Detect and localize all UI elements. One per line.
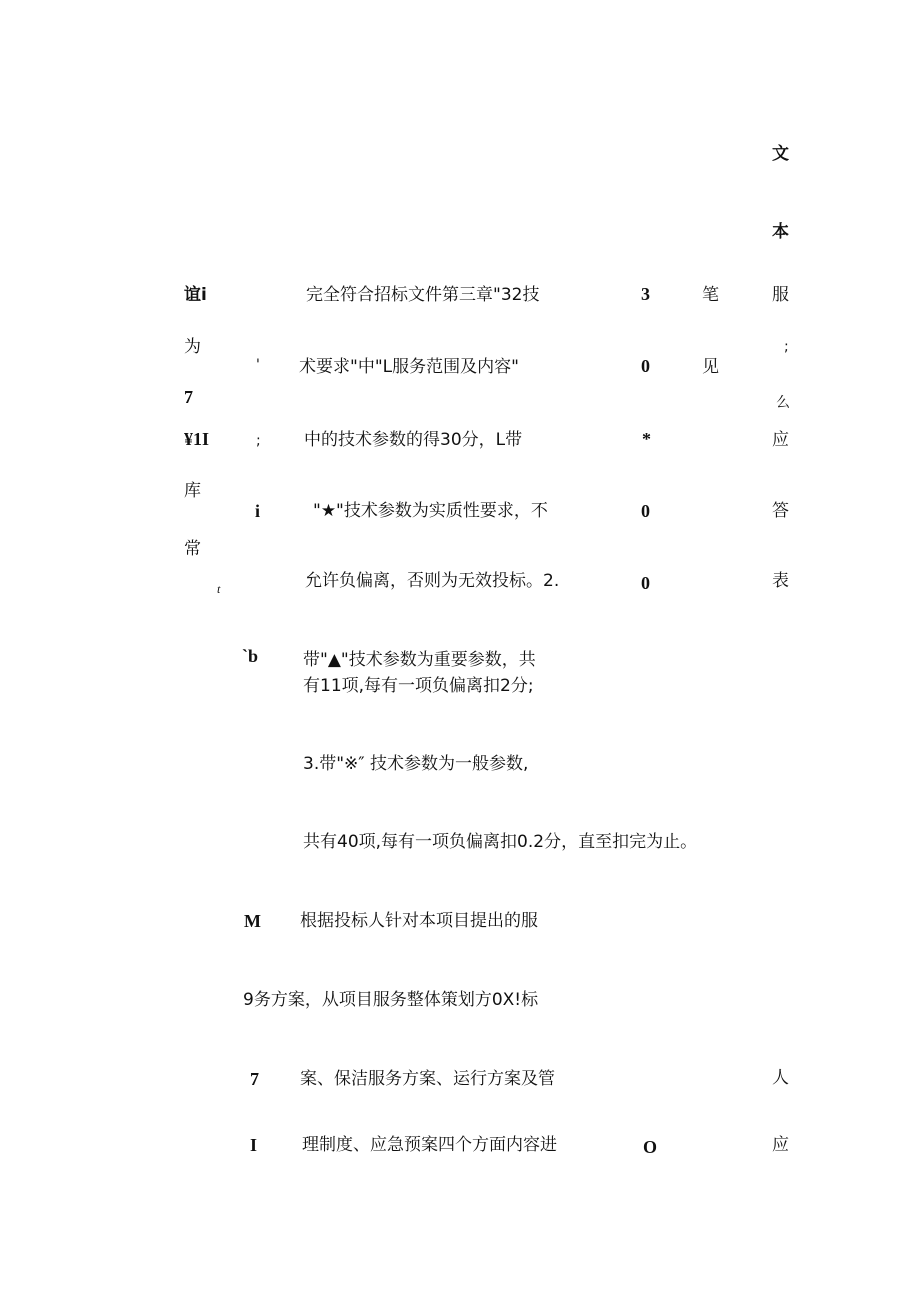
body-line-11: 9务方案，从项目服务整体策划方0X!标	[243, 990, 539, 1010]
marker-apostrophe: '	[256, 357, 260, 373]
marker-b: ˋb	[242, 646, 259, 666]
body-line-12: 案、保洁服务方案、运行方案及管	[300, 1069, 555, 1089]
left-col-yi-i: 谊i	[184, 285, 207, 305]
right-col-partial-glyph: 么	[776, 395, 790, 411]
body-line-3: 中的技术参数的得30分，L带	[304, 430, 523, 450]
left-col-partial-glyph: 常	[184, 539, 201, 559]
right-col-ying2: 应	[772, 1135, 789, 1155]
score-o: O	[643, 1137, 658, 1157]
body-line-13: 理制度、应急预案四个方面内容进	[302, 1135, 557, 1155]
right-col-ren: 人	[772, 1068, 789, 1088]
left-col-seven: 7	[184, 387, 193, 407]
score-zero-1: 0	[641, 356, 650, 376]
left-col-ku: 库	[184, 481, 201, 501]
body-line-1: 完全符合招标文件第三章"32技	[306, 285, 540, 305]
left-col-wei: 为	[184, 337, 201, 357]
right-col-ben: 本	[772, 222, 789, 242]
body-line-9: 共有40项,每有一项负偏离扣0.2分，直至扣完为止。	[303, 832, 698, 852]
marker-m: M	[244, 911, 261, 931]
score-asterisk: *	[642, 429, 651, 449]
right-col-wen: 文	[772, 144, 789, 164]
body-line-5: 允许负偏离，否则为无效投标。2.	[305, 571, 560, 591]
score-zero-3: 0	[641, 573, 650, 593]
right-col-fu: 服	[772, 285, 789, 305]
right-col-biao: 表	[772, 571, 789, 591]
note-jian: 见	[702, 357, 719, 377]
left-col-t-mark: t	[217, 582, 221, 596]
marker-semicolon: ;	[256, 433, 261, 449]
right-col-da: 答	[772, 501, 789, 521]
note-bi: 笔	[702, 285, 719, 305]
body-line-10: 根据投标人针对本项目提出的服	[300, 911, 538, 931]
right-col-semicolon: ;	[784, 339, 789, 355]
body-line-4: "★"技术参数为实质性要求，不	[313, 501, 548, 521]
body-line-8: 3.带"※″ 技术参数为一般参数,	[303, 754, 529, 774]
score-zero-2: 0	[641, 501, 650, 521]
left-col-yen-1i: ¥1I	[184, 429, 210, 449]
marker-i: i	[255, 501, 261, 521]
marker-seven: 7	[250, 1069, 259, 1089]
right-col-ying: 应	[772, 430, 789, 450]
body-line-6: 带"▲"技术参数为重要参数，共	[303, 650, 536, 670]
body-line-7: 有11项,每有一项负偏离扣2分;	[303, 676, 534, 696]
body-line-2: 术要求"中"L服务范围及内容"	[299, 357, 519, 377]
score-three: 3	[641, 284, 650, 304]
marker-i-upper: I	[250, 1135, 258, 1155]
